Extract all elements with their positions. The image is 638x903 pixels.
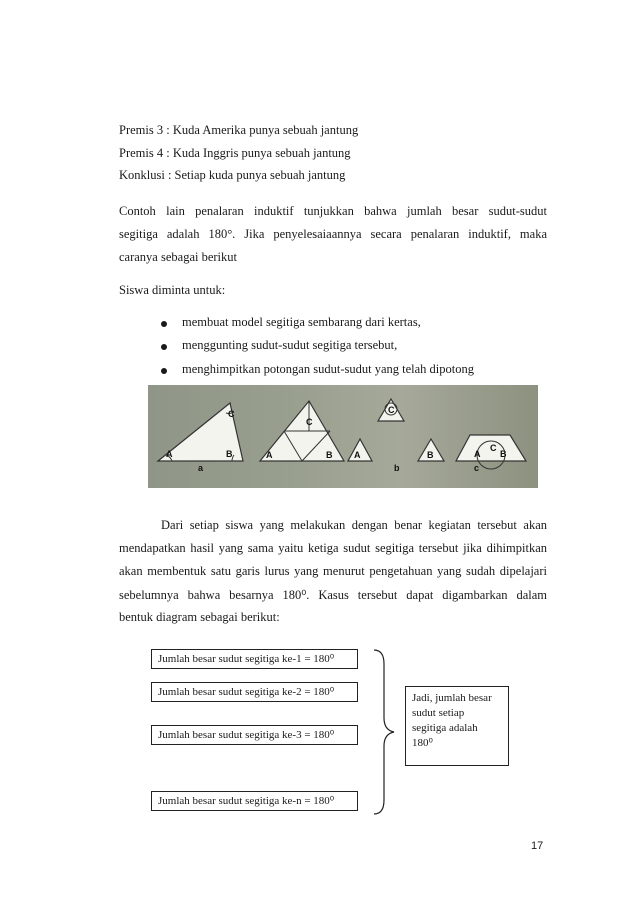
paragraph-2-line-1: Dari setiap siswa yang melakukan dengan benar kegiatan tersebut akan [161, 518, 547, 532]
curly-brace-icon [368, 648, 402, 818]
diagram-box-3: Jumlah besar sudut segitiga ke-3 = 180⁰ [151, 725, 358, 745]
paragraph-2-line-3: akan membentuk satu garis lurus yang menurut pengetahuan yang sudah dipelajari [119, 564, 547, 578]
diagram-box-2: Jumlah besar sudut segitiga ke-2 = 180⁰ [151, 682, 358, 702]
student-instruction-intro: Siswa diminta untuk: [119, 283, 226, 297]
diagram-box-1: Jumlah besar sudut segitiga ke-1 = 180⁰ [151, 649, 358, 669]
label-B: B [427, 450, 434, 460]
bullet-dot [161, 321, 167, 327]
label-B: B [500, 449, 507, 459]
label-c: c [474, 463, 480, 473]
label-A: A [474, 449, 481, 459]
label-C: C [490, 443, 497, 453]
triangle-figure-svg [148, 385, 538, 488]
label-C: C [388, 405, 395, 415]
label-A: A [166, 449, 173, 459]
label-A: A [354, 450, 361, 460]
bullet-item-2: menggunting sudut-sudut segitiga tersebut, [182, 338, 398, 352]
paragraph-1-line-3: caranya sebagai berikut [119, 250, 237, 264]
label-b: b [394, 463, 400, 473]
label-C: C [306, 417, 313, 427]
paragraph-2-line-5: bentuk diagram sebagai berikut: [119, 610, 280, 624]
label-B: B [326, 450, 333, 460]
conclusion-statement: Konklusi : Setiap kuda punya sebuah jantung [119, 168, 346, 182]
conclusion-line-3: segitiga adalah [412, 722, 478, 734]
label-A: A [266, 450, 273, 460]
bullet-dot [161, 344, 167, 350]
paragraph-1-line-2: segitiga adalah 180°. Jika penyelesaiaannya secara penalaran induktif, maka [119, 227, 547, 241]
diagram-conclusion-box [405, 686, 509, 766]
triangle-angles-figure [148, 385, 538, 488]
bullet-dot [161, 368, 167, 374]
diagram-box-4: Jumlah besar sudut segitiga ke-n = 180⁰ [151, 791, 358, 811]
label-a: a [198, 463, 204, 473]
premise-4: Premis 4 : Kuda Inggris punya sebuah jantung [119, 146, 351, 160]
conclusion-line-1: Jadi, jumlah besar [412, 692, 492, 704]
paragraph-2-line-2: mendapatkan hasil yang sama yaitu ketiga sudut segitiga tersebut jika dihimpitkan [119, 541, 547, 555]
premise-3: Premis 3 : Kuda Amerika punya sebuah jantung [119, 123, 359, 137]
conclusion-line-2: sudut setiap [412, 707, 465, 719]
paragraph-1-line-1: Contoh lain penalaran induktif tunjukkan bahwa jumlah besar sudut-sudut [119, 204, 547, 218]
bullet-item-3: menghimpitkan potongan sudut-sudut yang telah dipotong [182, 362, 474, 376]
label-B: B [226, 449, 233, 459]
page-number: 17 [531, 840, 544, 852]
label-C: C [228, 409, 235, 419]
conclusion-line-4: 180⁰ [412, 737, 433, 749]
bullet-item-1: membuat model segitiga sembarang dari kertas, [182, 315, 421, 329]
paragraph-2-line-4: sebelumnya bahwa besarnya 180⁰. Kasus tersebut dapat digambarkan dalam [119, 588, 547, 602]
